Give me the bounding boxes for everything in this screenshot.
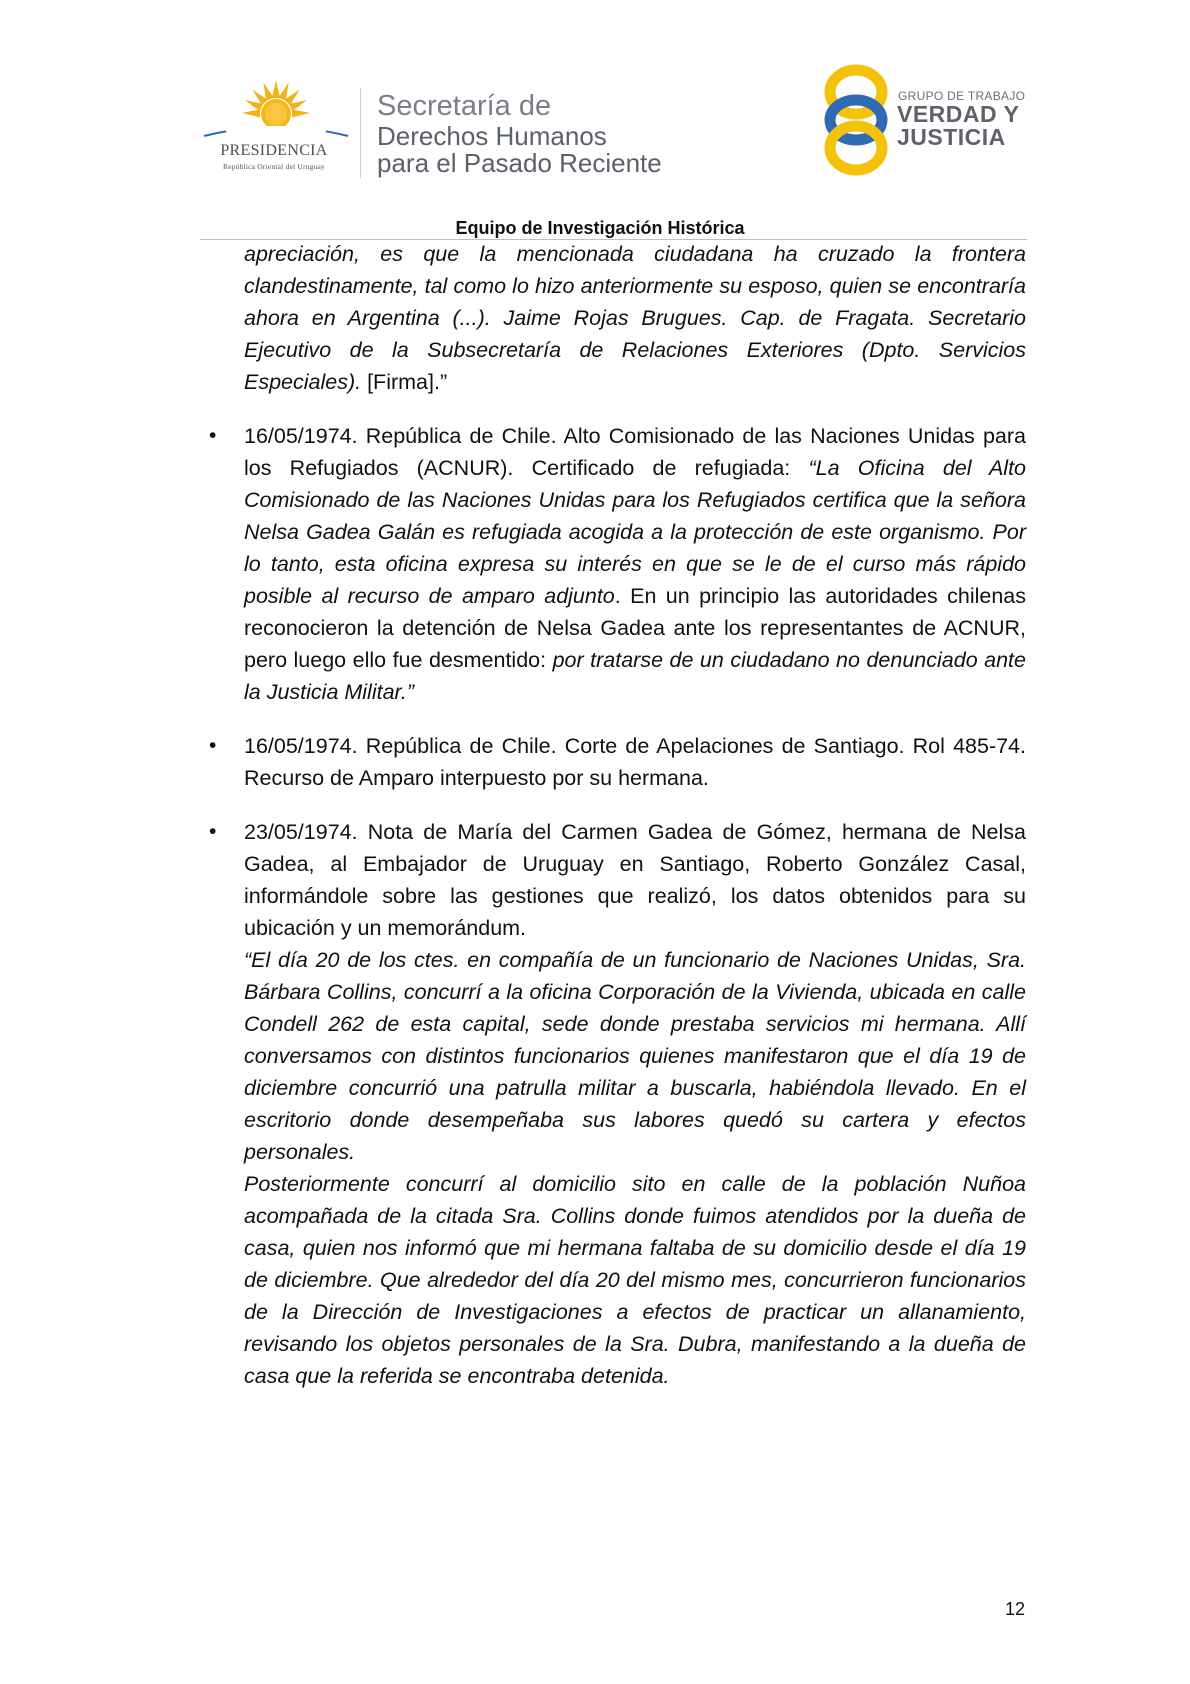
bullet-icon: •: [209, 820, 217, 843]
presidencia-subtitle: República Oriental del Uruguay: [222, 162, 325, 171]
item-text: 23/05/1974. Nota de María del Carmen Gadea de Gómez, hermana de Nelsa Gadea, al Embajador de Uruguay en Santiago, Roberto González Casal, informándole sobre las gestiones que realizó, los datos obtenidos para su ubicación y un memorándum.: [244, 820, 1026, 940]
document-body: [209, 238, 1027, 1392]
item-quote-italic: “La Oficina del Alto Comisionado de las Naciones Unidas para los Refugiados certifica que la señora Nelsa Gadea Galán es refugiada acogida a la protección de este organismo. Por lo tanto, esta oficina expresa su interés en que se le de el curso más rápido posible al recurso de amparo adjunto: [244, 456, 1027, 608]
secretaria-line-3: para el Pasado Reciente: [377, 148, 662, 178]
bullet-icon: •: [209, 734, 217, 757]
item-quote-italic-end: por tratarse de un ciudadano no denunciado ante la Justicia Militar.”: [244, 648, 1026, 704]
team-title: Equipo de Investigación Histórica: [455, 218, 745, 238]
item-lead: 16/05/1974. República de Chile. Alto Comisionado de las Naciones Unidas para los Refugiados (ACNUR). Certificado de refugiada:: [244, 424, 1026, 480]
list-item: [209, 816, 1026, 944]
gtvj-line-3: JUSTICIA: [897, 124, 1006, 150]
secretaria-line-1: Secretaría de: [377, 90, 552, 122]
page-header: [0, 0, 1190, 240]
page-number: 12: [1005, 1599, 1026, 1619]
continuation-paragraph: [244, 238, 1026, 398]
quote-paragraph-2: Posteriormente concurrí al domicilio sito en calle de la población Nuñoa acompañada de la citada Sra. Collins donde fuimos atendidos por la dueña de casa, quien nos informó que mi hermana faltaba de su domicilio desde el día 19 de diciembre. Que alrededor del día 20 del mismo mes, concurrieron funcionarios de la Dirección de Investigaciones a efectos de practicar un allanamiento, revisando los objetos personales de la Sra. Dubra, manifestando a la dueña de casa que la referida se encontraba detenida.: [244, 1172, 1026, 1388]
continuation-signature: [Firma].”: [361, 370, 448, 394]
gtvj-line-1: GRUPO DE TRABAJO: [898, 89, 1026, 103]
gtvj-line-2: VERDAD Y: [897, 101, 1020, 127]
item-middle: . En un principio las autoridades chilenas reconocieron la detención de Nelsa Gadea ante los representantes de ACNUR, pero luego ello fue desmentido:: [244, 584, 1026, 672]
secretaria-line-2: Derechos Humanos: [377, 121, 607, 151]
presidencia-name: PRESIDENCIA: [220, 142, 328, 159]
list-item: [209, 730, 1026, 794]
quote-paragraph-1: “El día 20 de los ctes. en compañía de un funcionario de Naciones Unidas, Sra. Bárbara Collins, concurrí a la oficina Corporación de la Vivienda, ubicada en calle Condell 262 de esta capital, sede donde prestaba servicios mi hermana. Allí conversamos con distintos funcionarios quienes manifestaron que el día 19 de diciembre concurrió una patrulla militar a buscarla, habiéndola llevado. En el escritorio donde desempeñaba sus labores quedó su cartera y efectos personales.: [244, 948, 1026, 1164]
list-item: [209, 420, 1027, 708]
bullet-icon: •: [209, 424, 217, 447]
rings-logo-icon: [820, 58, 902, 180]
continuation-italic: apreciación, es que la mencionada ciudadana ha cruzado la frontera clandestinamente, tal como lo hizo anteriormente su esposo, quien se encontraría ahora en Argentina (...). Jaime Rojas Brugues. Cap. de Fragata. Secretario Ejecutivo de la Subsecretaría de Relaciones Exteriores (Dpto. Servicios Especiales).: [244, 242, 1026, 394]
logo-divider: [360, 88, 361, 178]
item-text: 16/05/1974. República de Chile. Corte de Apelaciones de Santiago. Rol 485-74. Recurso de Amparo interpuesto por su hermana.: [244, 734, 1026, 790]
